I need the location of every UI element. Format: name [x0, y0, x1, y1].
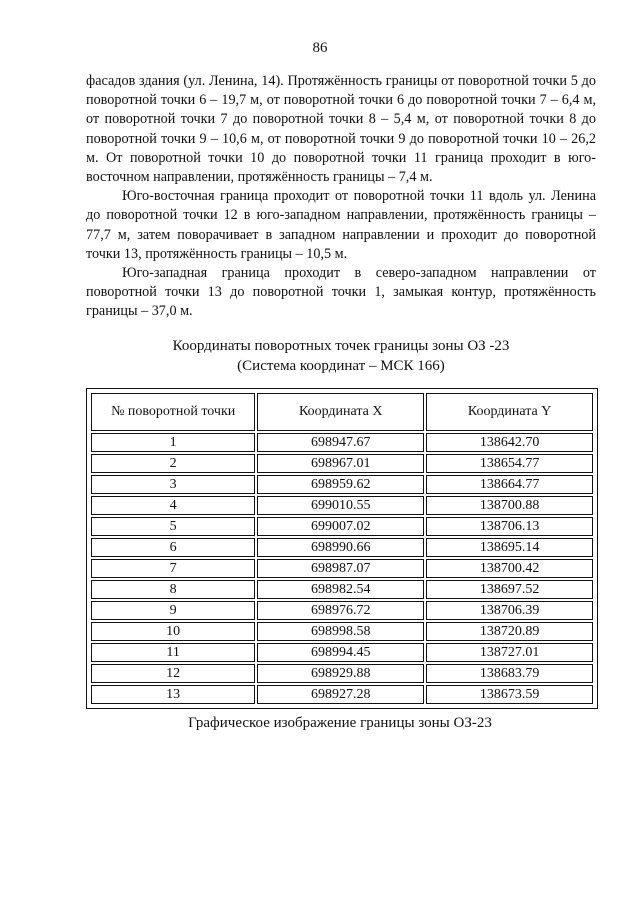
cell-coordinate-y: 138673.59 — [426, 685, 593, 704]
cell-coordinate-x: 699010.55 — [257, 496, 424, 515]
cell-point-number: 12 — [91, 664, 255, 683]
cell-coordinate-x: 698998.58 — [257, 622, 424, 641]
cell-coordinate-y: 138700.42 — [426, 559, 593, 578]
cell-point-number: 10 — [91, 622, 255, 641]
cell-point-number: 9 — [91, 601, 255, 620]
coordinates-table — [89, 391, 595, 706]
coordinates-table-frame — [86, 388, 598, 709]
cell-point-number: 13 — [91, 685, 255, 704]
cell-coordinate-x: 698976.72 — [257, 601, 424, 620]
table-row — [91, 643, 593, 662]
cell-point-number: 6 — [91, 538, 255, 557]
table-row — [91, 538, 593, 557]
paragraph-1: фасадов здания (ул. Ленина, 14). Протяжённость границы от поворотной точки 5 до поворотной точки 6 – 19,7 м, от поворотной точки 6 до поворотной точки 7 – 6,4 м, от поворотной точки 7 до поворотной точки 8 – 5,4 м, от поворотной точки 8 до поворотной точки 9 – 10,6 м, от поворотной точки 9 до поворотной точки 10 – 26,2 м. От поворотной точки 10 до поворотной точки 11 граница проходит в юго-восточном направлении, протяжённость границы – 7,4 м. — [86, 73, 596, 186]
table-row — [91, 496, 593, 515]
cell-coordinate-y: 138695.14 — [426, 538, 593, 557]
cell-point-number: 2 — [91, 454, 255, 473]
cell-point-number: 5 — [91, 517, 255, 536]
cell-coordinate-y: 138654.77 — [426, 454, 593, 473]
page-number: 86 — [312, 40, 328, 56]
table-header-row — [91, 393, 593, 431]
cell-coordinate-x: 698929.88 — [257, 664, 424, 683]
cell-coordinate-y: 138683.79 — [426, 664, 593, 683]
table-row — [91, 475, 593, 494]
cell-coordinate-x: 698927.28 — [257, 685, 424, 704]
cell-coordinate-y: 138727.01 — [426, 643, 593, 662]
paragraph-3: Юго-западная граница проходит в северо-западном направлении от поворотной точки 13 до поворотной точки 1, замыкая контур, протяжённость границы – 37,0 м. — [86, 265, 596, 320]
cell-coordinate-y: 138697.52 — [426, 580, 593, 599]
cell-coordinate-x: 698959.62 — [257, 475, 424, 494]
body-text — [86, 72, 596, 322]
cell-coordinate-y: 138706.13 — [426, 517, 593, 536]
table-caption-subtitle: (Система координат – МСК 166) — [237, 358, 445, 374]
table-caption-title: Координаты поворотных точек границы зоны ОЗ -23 — [172, 338, 510, 354]
cell-point-number: 1 — [91, 433, 255, 452]
cell-coordinate-y: 138642.70 — [426, 433, 593, 452]
table-row — [91, 433, 593, 452]
table-row — [91, 601, 593, 620]
table-row — [91, 559, 593, 578]
table-row — [91, 685, 593, 704]
table-row — [91, 664, 593, 683]
header-coordinate-x: Координата X — [257, 393, 424, 431]
cell-coordinate-y: 138720.89 — [426, 622, 593, 641]
table-row — [91, 517, 593, 536]
paragraph-2: Юго-восточная граница проходит от поворотной точки 11 вдоль ул. Ленина до поворотной точки 12 в юго-западном направлении, протяжённость границы – 77,7 м, затем поворачивает в западном направлении и проходит до поворотной точки 13, протяжённость границы – 10,5 м. — [86, 188, 596, 262]
cell-point-number: 11 — [91, 643, 255, 662]
figure-caption: Графическое изображение границы зоны ОЗ-23 — [188, 715, 492, 731]
table-row — [91, 622, 593, 641]
cell-point-number: 8 — [91, 580, 255, 599]
cell-coordinate-y: 138706.39 — [426, 601, 593, 620]
cell-point-number: 7 — [91, 559, 255, 578]
cell-point-number: 3 — [91, 475, 255, 494]
cell-coordinate-x: 698987.07 — [257, 559, 424, 578]
cell-point-number: 4 — [91, 496, 255, 515]
cell-coordinate-x: 698967.01 — [257, 454, 424, 473]
cell-coordinate-x: 698947.67 — [257, 433, 424, 452]
table-caption — [86, 336, 596, 376]
header-point-number: № поворотной точки — [91, 393, 255, 431]
cell-coordinate-x: 698982.54 — [257, 580, 424, 599]
cell-coordinate-x: 698994.45 — [257, 643, 424, 662]
header-coordinate-y: Координата Y — [426, 393, 593, 431]
cell-coordinate-y: 138664.77 — [426, 475, 593, 494]
cell-coordinate-x: 698990.66 — [257, 538, 424, 557]
table-row — [91, 454, 593, 473]
table-row — [91, 580, 593, 599]
cell-coordinate-y: 138700.88 — [426, 496, 593, 515]
cell-coordinate-x: 699007.02 — [257, 517, 424, 536]
